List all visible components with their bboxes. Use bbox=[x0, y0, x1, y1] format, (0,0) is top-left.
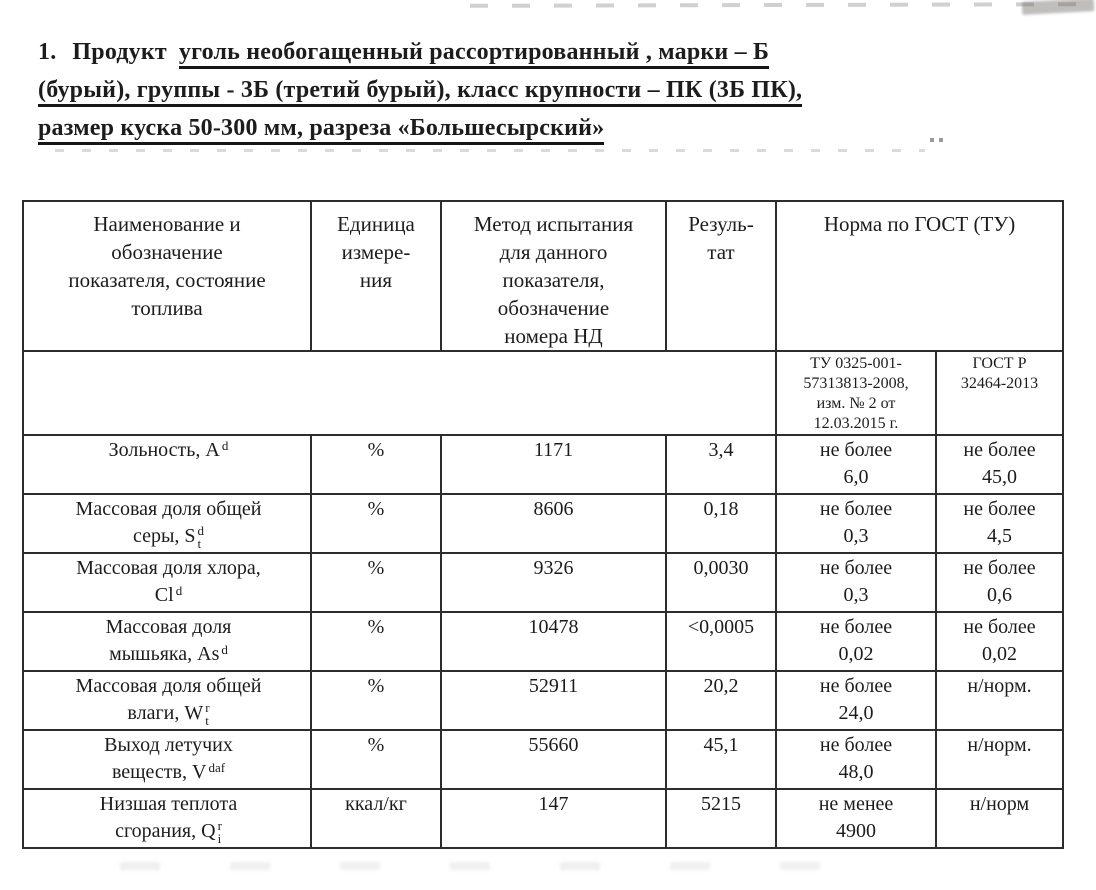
method-cell: 9326 bbox=[441, 553, 666, 612]
scan-artifact bbox=[470, 2, 1085, 8]
table-row-calorific-value bbox=[23, 789, 1063, 848]
parameter-name-line bbox=[31, 523, 306, 550]
header-norm: Норма по ГОСТ (ТУ) bbox=[776, 201, 1063, 351]
parameter-name-line bbox=[31, 759, 306, 786]
symbol-superscript: r bbox=[217, 818, 222, 834]
symbol-subscript: t bbox=[197, 536, 202, 552]
table-row-volatiles bbox=[23, 730, 1063, 789]
header-unit bbox=[311, 201, 441, 351]
parameter-symbol-text: сгорания, Q bbox=[115, 820, 216, 842]
norm-line: 0,02 bbox=[838, 643, 874, 665]
heading-line-3 bbox=[38, 109, 1058, 147]
header-text-line: Метод испытания bbox=[473, 212, 634, 236]
norm-line: не более bbox=[963, 616, 1036, 638]
subheader-text-line: 32464-2013 bbox=[960, 375, 1039, 392]
norm-line: 0,3 bbox=[843, 584, 869, 606]
symbol-superscript: d bbox=[175, 582, 183, 598]
product-heading bbox=[38, 33, 1058, 147]
symbol-superscript: d bbox=[197, 523, 205, 539]
norm-line: н/норм. bbox=[967, 734, 1032, 756]
unit-cell: % bbox=[311, 730, 441, 789]
parameter-symbol-text: серы, S bbox=[132, 525, 196, 547]
header-text-line: для данного bbox=[499, 240, 608, 264]
symbol-subscript bbox=[221, 656, 228, 668]
symbol-subscript bbox=[222, 452, 229, 464]
result-cell: 0,0030 bbox=[666, 553, 776, 612]
norm-tu-cell bbox=[776, 612, 936, 671]
header-text-line: ния bbox=[359, 268, 393, 292]
header-text-line: топлива bbox=[131, 296, 203, 320]
symbol-superscript: r bbox=[205, 700, 210, 716]
parameter-symbol-text: веществ, V bbox=[111, 761, 207, 783]
heading-number: 1. bbox=[38, 39, 57, 65]
norm-line: не более bbox=[963, 557, 1036, 579]
header-text-line: номера НД bbox=[504, 324, 603, 348]
heading-line-2 bbox=[38, 71, 1058, 109]
unit-cell: % bbox=[311, 553, 441, 612]
norm-line: не более bbox=[819, 675, 893, 697]
parameter-name-line: Массовая доля общей bbox=[75, 498, 262, 520]
symbol-subscript: t bbox=[205, 713, 209, 729]
norm-tu-cell bbox=[776, 789, 936, 848]
result-cell: <0,0005 bbox=[666, 612, 776, 671]
parameter-name-cell bbox=[23, 435, 311, 494]
symbol-scripts bbox=[205, 701, 209, 727]
table-subheader-row bbox=[23, 351, 1063, 435]
norm-line: не более bbox=[963, 498, 1036, 520]
subheader-text-line: 12.03.2015 г. bbox=[813, 415, 899, 432]
norm-line: 48,0 bbox=[838, 761, 874, 783]
result-cell: 3,4 bbox=[666, 435, 776, 494]
subheader-text-line: ГОСТ Р bbox=[972, 355, 1027, 372]
parameter-name-line: Низшая теплота bbox=[99, 793, 238, 815]
norm-line: 0,6 bbox=[987, 584, 1012, 606]
norm-line: 4900 bbox=[836, 820, 876, 842]
norm-gost-cell bbox=[936, 494, 1063, 553]
norm-gost-cell bbox=[936, 612, 1063, 671]
parameter-name-line bbox=[31, 641, 306, 668]
method-cell: 52911 bbox=[441, 671, 666, 730]
symbol-superscript: d bbox=[221, 437, 229, 453]
norm-line: 0,02 bbox=[982, 643, 1017, 665]
header-text-line: Резуль- bbox=[688, 212, 754, 236]
method-cell: 8606 bbox=[441, 494, 666, 553]
parameter-name-line: Массовая доля bbox=[105, 616, 232, 638]
symbol-scripts bbox=[222, 439, 229, 464]
norm-gost-cell bbox=[936, 435, 1063, 494]
symbol-subscript: i bbox=[217, 831, 222, 847]
parameter-symbol-text: Cl bbox=[154, 584, 174, 606]
heading-underlined-text: уголь необогащенный рассортированный , марки – Б bbox=[179, 39, 769, 69]
symbol-scripts bbox=[221, 643, 228, 668]
header-text-line: тат bbox=[707, 240, 735, 264]
norm-line: 45,0 bbox=[982, 466, 1017, 488]
norm-line: не более bbox=[819, 734, 893, 756]
unit-cell: % bbox=[311, 671, 441, 730]
parameter-name-line: Массовая доля хлора, bbox=[76, 557, 261, 579]
test-results-table bbox=[22, 200, 1064, 849]
symbol-superscript: d bbox=[221, 641, 228, 657]
subheader-text-line: ТУ 0325-001- bbox=[810, 355, 902, 372]
norm-line: не менее bbox=[818, 793, 894, 815]
symbol-scripts bbox=[176, 584, 183, 609]
heading-label: Продукт bbox=[72, 39, 167, 65]
parameter-name-line bbox=[31, 700, 306, 727]
method-cell: 10478 bbox=[441, 612, 666, 671]
header-text-line: обозначение bbox=[111, 240, 223, 264]
table-row-chlorine bbox=[23, 553, 1063, 612]
heading-line-1 bbox=[38, 33, 1058, 71]
parameter-name-line: Массовая доля общей bbox=[75, 675, 262, 697]
unit-cell: % bbox=[311, 494, 441, 553]
method-cell: 55660 bbox=[441, 730, 666, 789]
header-text-line: обозначение bbox=[497, 296, 610, 320]
method-cell: 1171 bbox=[441, 435, 666, 494]
norm-line: не более bbox=[819, 498, 893, 520]
header-text-line: показателя, состояние bbox=[68, 268, 266, 292]
norm-line: не более bbox=[819, 439, 893, 461]
heading-underlined-text: (бурый), группы - 3Б (третий бурый), класс крупности – ПК (3Б ПК), bbox=[38, 77, 802, 107]
header-text-line: Единица bbox=[337, 212, 415, 236]
norm-line: не более bbox=[963, 439, 1036, 461]
norm-line: 4,5 bbox=[987, 525, 1012, 547]
parameter-symbol-text: мышьяка, As bbox=[109, 643, 220, 665]
symbol-superscript: daf bbox=[208, 759, 226, 775]
norm-line: не более bbox=[819, 557, 893, 579]
norm-line: 0,3 bbox=[843, 525, 869, 547]
method-cell: 147 bbox=[441, 789, 666, 848]
result-cell: 0,18 bbox=[666, 494, 776, 553]
norm-gost-cell bbox=[936, 553, 1063, 612]
subheader-text-line: 57313813-2008, bbox=[803, 375, 909, 392]
symbol-subscript bbox=[176, 597, 183, 609]
parameter-name-cell bbox=[23, 553, 311, 612]
subheader-gost bbox=[936, 351, 1063, 435]
symbol-subscript bbox=[208, 774, 225, 786]
norm-line: н/норм bbox=[969, 793, 1030, 815]
header-test-method bbox=[441, 201, 666, 351]
subheader-text-line: изм. № 2 от bbox=[816, 395, 896, 412]
header-text-line: показателя, bbox=[502, 268, 605, 292]
table-header-row bbox=[23, 201, 1063, 351]
result-cell: 45,1 bbox=[666, 730, 776, 789]
table-row-sulfur bbox=[23, 494, 1063, 553]
symbol-scripts bbox=[198, 524, 205, 550]
norm-line: 24,0 bbox=[838, 702, 874, 724]
symbol-scripts bbox=[208, 761, 225, 786]
parameter-symbol-text: влаги, W bbox=[127, 702, 204, 724]
norm-tu-cell bbox=[776, 671, 936, 730]
scan-artifact bbox=[1022, 0, 1095, 15]
parameter-name-cell bbox=[23, 789, 311, 848]
parameter-symbol-text: Зольность, A bbox=[108, 439, 220, 461]
header-text-line: измере- bbox=[341, 240, 411, 264]
result-cell: 5215 bbox=[666, 789, 776, 848]
parameter-name-cell bbox=[23, 494, 311, 553]
scan-artifact bbox=[120, 862, 880, 870]
subheader-empty-cell bbox=[23, 351, 776, 435]
table-row-ash bbox=[23, 435, 1063, 494]
parameter-name-line bbox=[31, 437, 306, 464]
header-parameter-name bbox=[23, 201, 311, 351]
norm-tu-cell bbox=[776, 494, 936, 553]
parameter-name-line bbox=[31, 582, 306, 609]
parameter-name-cell bbox=[23, 612, 311, 671]
unit-cell: % bbox=[311, 435, 441, 494]
unit-cell: ккал/кг bbox=[311, 789, 441, 848]
norm-tu-cell bbox=[776, 553, 936, 612]
symbol-scripts bbox=[218, 819, 222, 845]
norm-tu-cell bbox=[776, 435, 936, 494]
norm-line: 6,0 bbox=[843, 466, 869, 488]
table-row-arsenic bbox=[23, 612, 1063, 671]
header-result bbox=[666, 201, 776, 351]
header-text-line: Наименование и bbox=[93, 212, 241, 236]
norm-line: н/норм. bbox=[967, 675, 1032, 697]
result-cell: 20,2 bbox=[666, 671, 776, 730]
heading-underlined-text: размер куска 50-300 мм, разреза «Большесырский» bbox=[38, 115, 604, 145]
parameter-name-line: Выход летучих bbox=[104, 734, 233, 756]
table-row-moisture bbox=[23, 671, 1063, 730]
parameter-name-cell bbox=[23, 671, 311, 730]
parameter-name-cell bbox=[23, 730, 311, 789]
subheader-tu bbox=[776, 351, 936, 435]
scan-artifact bbox=[55, 149, 925, 152]
norm-line: не более bbox=[819, 616, 893, 638]
norm-gost-cell bbox=[936, 789, 1063, 848]
norm-gost-cell bbox=[936, 730, 1063, 789]
unit-cell: % bbox=[311, 612, 441, 671]
parameter-name-line bbox=[31, 818, 306, 845]
norm-tu-cell bbox=[776, 730, 936, 789]
norm-gost-cell bbox=[936, 671, 1063, 730]
